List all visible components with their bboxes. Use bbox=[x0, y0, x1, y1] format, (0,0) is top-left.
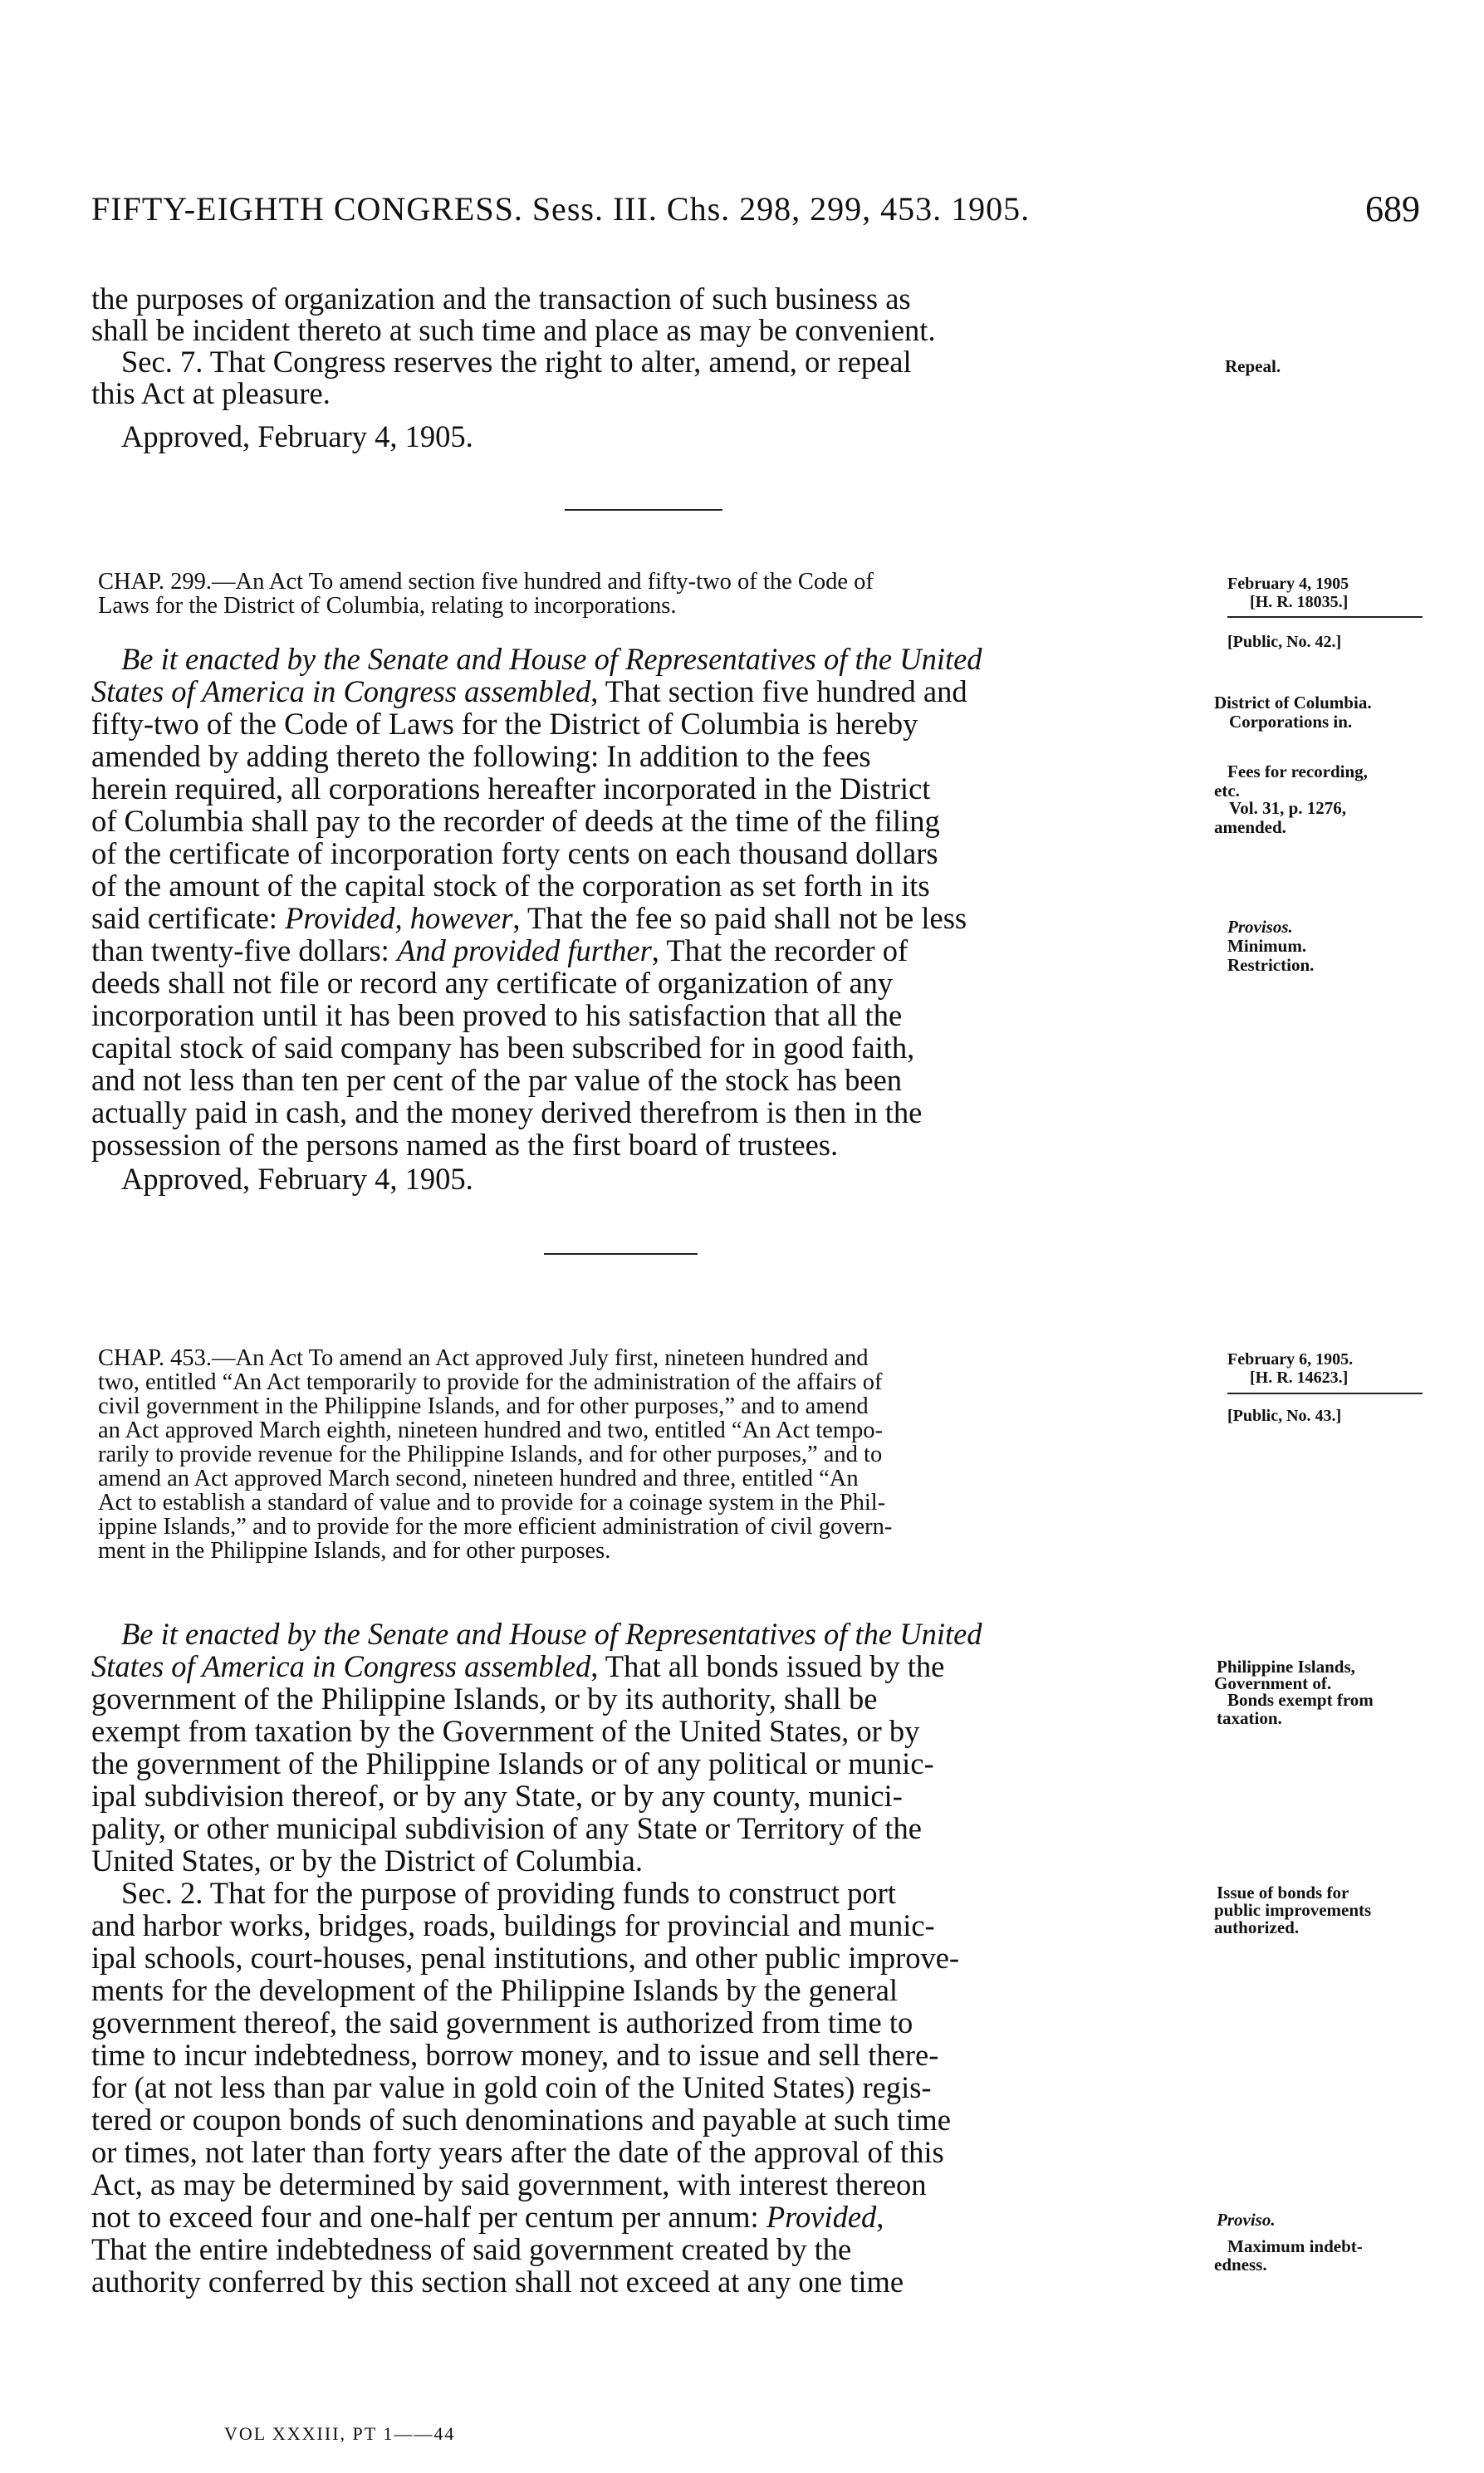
margin-note: Restriction. bbox=[1227, 955, 1315, 975]
text-line: fifty-two of the Code of Laws for the District of Columbia is hereby bbox=[91, 707, 918, 741]
text-line: exempt from taxation by the Government of the United States, or by bbox=[91, 1714, 920, 1748]
text-line: States of America in Congress assembled, That all bonds issued by the bbox=[91, 1649, 945, 1683]
enacting-clause: Be it enacted by the Senate and House of Representatives of the United bbox=[121, 642, 982, 676]
margin-rule bbox=[1227, 616, 1423, 618]
text-line: That the entire indebtedness of said government created by the bbox=[91, 2232, 852, 2266]
margin-note: public improvements bbox=[1214, 1900, 1372, 1920]
chapter-heading-line: CHAP. 299.—An Act To amend section five hundred and fifty-two of the Code of bbox=[98, 569, 874, 595]
text-line: authority conferred by this section shall not exceed at any one time bbox=[91, 2265, 904, 2299]
chapter-heading-line: CHAP. 453.—An Act To amend an Act approved July first, nineteen hundred and bbox=[98, 1345, 869, 1371]
text-line: said certificate: Provided, however, That the fee so paid shall not be less bbox=[91, 901, 967, 935]
approved-line: Approved, February 4, 1905. bbox=[121, 1162, 473, 1196]
margin-public-law: [Public, No. 43.] bbox=[1227, 1407, 1342, 1425]
margin-note: Issue of bonds for bbox=[1217, 1883, 1349, 1902]
text-line: ipal schools, court-houses, penal institutions, and other public improve- bbox=[91, 1941, 960, 1975]
text-line: pality, or other municipal subdivision of any State or Territory of the bbox=[91, 1811, 922, 1845]
text-line: amended by adding thereto the following: In addition to the fees bbox=[91, 739, 871, 773]
margin-note: Maximum indebt- bbox=[1227, 2236, 1363, 2256]
margin-rule bbox=[1227, 1393, 1423, 1394]
text-line: herein required, all corporations hereafter incorporated in the District bbox=[91, 771, 931, 806]
margin-bill: [H. R. 14623.] bbox=[1250, 1369, 1349, 1387]
page-number: 689 bbox=[1365, 189, 1420, 229]
text-line: of Columbia shall pay to the recorder of deeds at the time of the filing bbox=[91, 804, 940, 838]
margin-note: Proviso. bbox=[1217, 2210, 1276, 2230]
text-line: or times, not later than forty years after the date of the approval of this bbox=[91, 2135, 944, 2169]
text-line: possession of the persons named as the first board of trustees. bbox=[91, 1128, 839, 1162]
section-divider bbox=[544, 1253, 698, 1255]
text-line: deeds shall not file or record any certificate of organization of any bbox=[91, 966, 894, 1000]
text-line: States of America in Congress assembled, That section five hundred and bbox=[91, 674, 967, 708]
margin-date: February 4, 1905 bbox=[1227, 575, 1349, 593]
page-footer-signature: VOL XXXIII, PT 1——44 bbox=[224, 2423, 456, 2444]
margin-note: Provisos. bbox=[1227, 917, 1293, 937]
margin-date: February 6, 1905. bbox=[1227, 1350, 1354, 1369]
text-line: Act, as may be determined by said government, with interest thereon bbox=[91, 2167, 927, 2201]
margin-note: authorized. bbox=[1214, 1917, 1300, 1937]
text-line: of the amount of the capital stock of the corporation as set forth in its bbox=[91, 869, 930, 903]
margin-note: Philippine Islands, bbox=[1217, 1657, 1355, 1677]
text-line: and not less than ten per cent of the par value of the stock has been bbox=[91, 1063, 903, 1097]
text-line: than twenty-five dollars: And provided further, That the recorder of bbox=[91, 933, 909, 967]
text-line: incorporation until it has been proved to his satisfaction that all the bbox=[91, 998, 903, 1032]
margin-note: Vol. 31, p. 1276, bbox=[1229, 798, 1347, 818]
margin-note: edness. bbox=[1214, 2255, 1267, 2275]
margin-note: Bonds exempt from bbox=[1227, 1690, 1374, 1710]
header-title: FIFTY-EIGHTH CONGRESS. Sess. III. Chs. 298, 299, 453. 1905. bbox=[91, 190, 1031, 228]
text-line: and harbor works, bridges, roads, buildings for provincial and munic- bbox=[91, 1908, 935, 1942]
margin-public-law: [Public, No. 42.] bbox=[1227, 633, 1342, 651]
text-line: capital stock of said company has been subscribed for in good faith, bbox=[91, 1031, 915, 1065]
text-line: the purposes of organization and the transaction of such business as bbox=[91, 282, 911, 316]
text-line: government thereof, the said government is authorized from time to bbox=[91, 2005, 913, 2040]
margin-note: Repeal. bbox=[1225, 356, 1281, 376]
chapter-heading-line: rarily to provide revenue for the Philippine Islands, and for other purposes,” and to bbox=[98, 1442, 883, 1467]
margin-note: Corporations in. bbox=[1229, 712, 1353, 732]
text-line: the government of the Philippine Islands or of any political or munic- bbox=[91, 1746, 934, 1780]
text-line: of the certificate of incorporation forty cents on each thousand dollars bbox=[91, 836, 938, 870]
margin-note: Minimum. bbox=[1227, 936, 1307, 956]
text-line: for (at not less than par value in gold coin of the United States) regis- bbox=[91, 2070, 932, 2104]
text-line: United States, or by the District of Columbia. bbox=[91, 1844, 644, 1878]
approved-line: Approved, February 4, 1905. bbox=[121, 419, 473, 453]
chapter-heading-line: ippine Islands,” and to provide for the more efficient administration of civil govern- bbox=[98, 1514, 893, 1540]
text-line: time to incur indebtedness, borrow money, and to issue and sell there- bbox=[91, 2038, 939, 2072]
running-header bbox=[91, 189, 1420, 247]
margin-note: Government of. bbox=[1214, 1673, 1332, 1693]
chapter-heading-line: two, entitled “An Act temporarily to provide for the administration of the affairs of bbox=[98, 1369, 883, 1395]
margin-note: Fees for recording, bbox=[1227, 761, 1368, 781]
margin-note: taxation. bbox=[1217, 1708, 1282, 1728]
text-line: Sec. 7. That Congress reserves the right to alter, amend, or repeal bbox=[121, 345, 912, 379]
text-line: Sec. 2. That for the purpose of providing funds to construct port bbox=[121, 1876, 896, 1910]
chapter-heading-line: ment in the Philippine Islands, and for other purposes. bbox=[98, 1538, 611, 1564]
margin-bill: [H. R. 18035.] bbox=[1250, 593, 1349, 611]
text-line: this Act at pleasure. bbox=[91, 376, 331, 410]
text-line: shall be incident thereto at such time and place as may be convenient. bbox=[91, 313, 936, 347]
chapter-heading-line: amend an Act approved March second, nineteen hundred and three, entitled “An bbox=[98, 1466, 859, 1491]
chapter-heading-line: civil government in the Philippine Islands, and for other purposes,” and to amend bbox=[98, 1393, 869, 1419]
margin-note: amended. bbox=[1214, 817, 1286, 837]
text-line: actually paid in cash, and the money derived therefrom is then in the bbox=[91, 1095, 923, 1129]
chapter-heading-line: an Act approved March eighth, nineteen hundred and two, entitled “An Act tempo- bbox=[98, 1418, 883, 1443]
text-line: ipal subdivision thereof, or by any State, or by any county, munici- bbox=[91, 1779, 903, 1813]
text-line: ments for the development of the Philippine Islands by the general bbox=[91, 1973, 899, 2007]
margin-note: District of Columbia. bbox=[1214, 693, 1372, 713]
text-line: not to exceed four and one-half per centum per annum: Provided, bbox=[91, 2200, 884, 2234]
chapter-heading-line: Act to establish a standard of value and to provide for a coinage system in the Phil- bbox=[98, 1490, 886, 1516]
section-divider bbox=[565, 509, 722, 511]
chapter-heading-line: Laws for the District of Columbia, relating to incorporations. bbox=[98, 593, 677, 619]
text-line: government of the Philippine Islands, or by its authority, shall be bbox=[91, 1682, 878, 1716]
text-line: tered or coupon bonds of such denominations and payable at such time bbox=[91, 2103, 951, 2137]
margin-note: etc. bbox=[1214, 781, 1240, 801]
enacting-clause: Be it enacted by the Senate and House of Representatives of the United bbox=[121, 1617, 982, 1651]
